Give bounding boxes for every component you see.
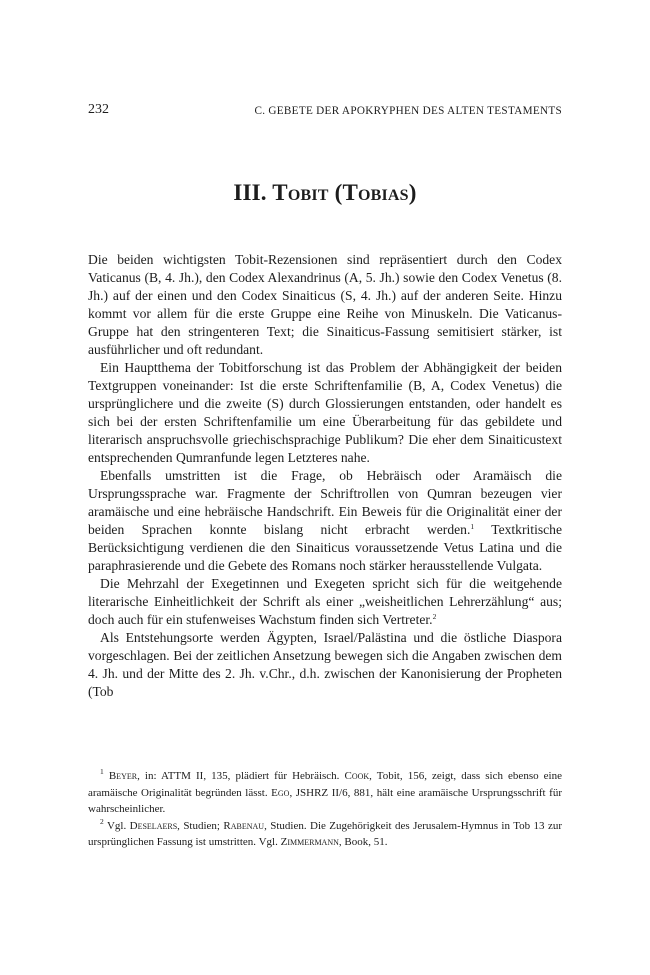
page-header: [88, 100, 562, 120]
paragraph: Die beiden wichtigsten Tobit-Rezensionen sind repräsentiert durch den Codex Vaticanus (B, 4. Jh.), den Codex Alexandrinus (A, 5. Jh.) sowie den Codex Venetus (8. Jh.) auf der einen und den Codex Sinaiticus (S, 4. Jh.) auf der anderen Seite. Hinzu kommt vor allem für die erste Gruppe eine Reihe von Minuskeln. Die Vaticanus-Gruppe hat den stringenteren Text; die Sinaiticus-Fassung semitisiert stärker, ist ausführlicher und oft redundant.: [88, 252, 562, 357]
footnote: [88, 818, 562, 851]
page-number: 232: [88, 102, 109, 117]
paragraph: [88, 467, 562, 575]
running-head: C. GEBETE DER APOKRYPHEN DES ALTEN TESTAMENTS: [254, 105, 562, 117]
footnote-text: Vgl.: [106, 819, 130, 832]
paragraph-text: Die Mehrzahl der Exegetinnen und Exegeten spricht sich für die weitgehende literarische Einheitlichkeit der Schrift als einer „weisheitlichen Lehrerzählung“ aus; doch auch für ein stufenweises Wachstum finden sich Vertreter.: [88, 576, 562, 627]
footnote-text: , Studien;: [177, 819, 224, 832]
paragraph: [88, 575, 562, 629]
author-name: Zimmermann: [280, 836, 339, 848]
author-name: Cook: [344, 770, 370, 782]
paragraph: Ein Hauptthema der Tobitforschung ist das Problem der Abhängigkeit der beiden Textgruppen voneinander: Ist die erste Schriftenfamilie (B, A, Codex Venetus) die ursprünglichere und die zweite (S) durch Glossierungen entstanden, oder handelt es sich bei der ersten Schriftenfamilie um eine Überarbeitung für das gebildete und literarisch anspruchsvolle griechischsprachige Publikum? Die eher dem Sinaiticustext entsprechenden Qumranfunde legen Letzteres nahe.: [88, 360, 562, 465]
chapter-title: III. Tobit (Tobias): [233, 180, 417, 206]
footnote-marker: 1: [470, 522, 475, 531]
paragraph-text: Ebenfalls umstritten ist die Frage, ob Hebräisch oder Aramäisch die Ursprungssprache war. Fragmente der Schriftrollen von Qumran bezeugen vier aramäische und eine hebräische Handschrift. Ein Beweis für die Originalität einer der beiden Sprachen konnte bislang nicht erbracht werden.: [88, 468, 562, 537]
paragraph-text: Textkritische Berücksichtigung verdienen die den Sinaiticus voraussetzende Vetus Latina und die paraphrasierende und die Gebete des Romans noch stärker herausstellende Vulgata.: [88, 522, 562, 573]
author-name: Beyer: [108, 770, 138, 782]
paragraph: Als Entstehungsorte werden Ägypten, Israel/Palästina und die östliche Diaspora vorgeschlagen. Bei der zeitlichen Ansetzung bewegen sich die Angaben zwischen dem 4. Jh. und der Mitte des 2. Jh. v.Chr., d.h. zwischen der Kanonisierung der Propheten (Tob: [88, 630, 562, 699]
footnote-text: , Tobit, 156, zeigt, dass sich ebenso eine aramäische Originalität begründen lässt.: [88, 770, 562, 799]
footnote: [88, 768, 562, 818]
author-name: Deselaers: [129, 819, 178, 832]
footnote-text: , Book, 51.: [338, 836, 388, 848]
footnote-number: 2: [100, 816, 104, 826]
footnote-text: , in: ATTM II, 135, plädiert für Hebräisch.: [137, 770, 345, 782]
footnote-number: 1: [100, 767, 104, 776]
footnotes: [88, 768, 562, 851]
footnote-marker: 2: [432, 612, 437, 621]
footnote-text: , JSHRZ II/6, 881, hält eine aramäische Ursprungsschrift für wahrscheinlicher.: [88, 786, 562, 815]
author-name: Ego: [271, 786, 290, 799]
author-name: Rabenau: [223, 819, 265, 832]
footnote-text: , Studien. Die Zugehörigkeit des Jerusalem-Hymnus in Tob 13 zur ursprünglichen Fassung ist umstritten. Vgl.: [88, 819, 563, 848]
body-text: [88, 251, 562, 701]
